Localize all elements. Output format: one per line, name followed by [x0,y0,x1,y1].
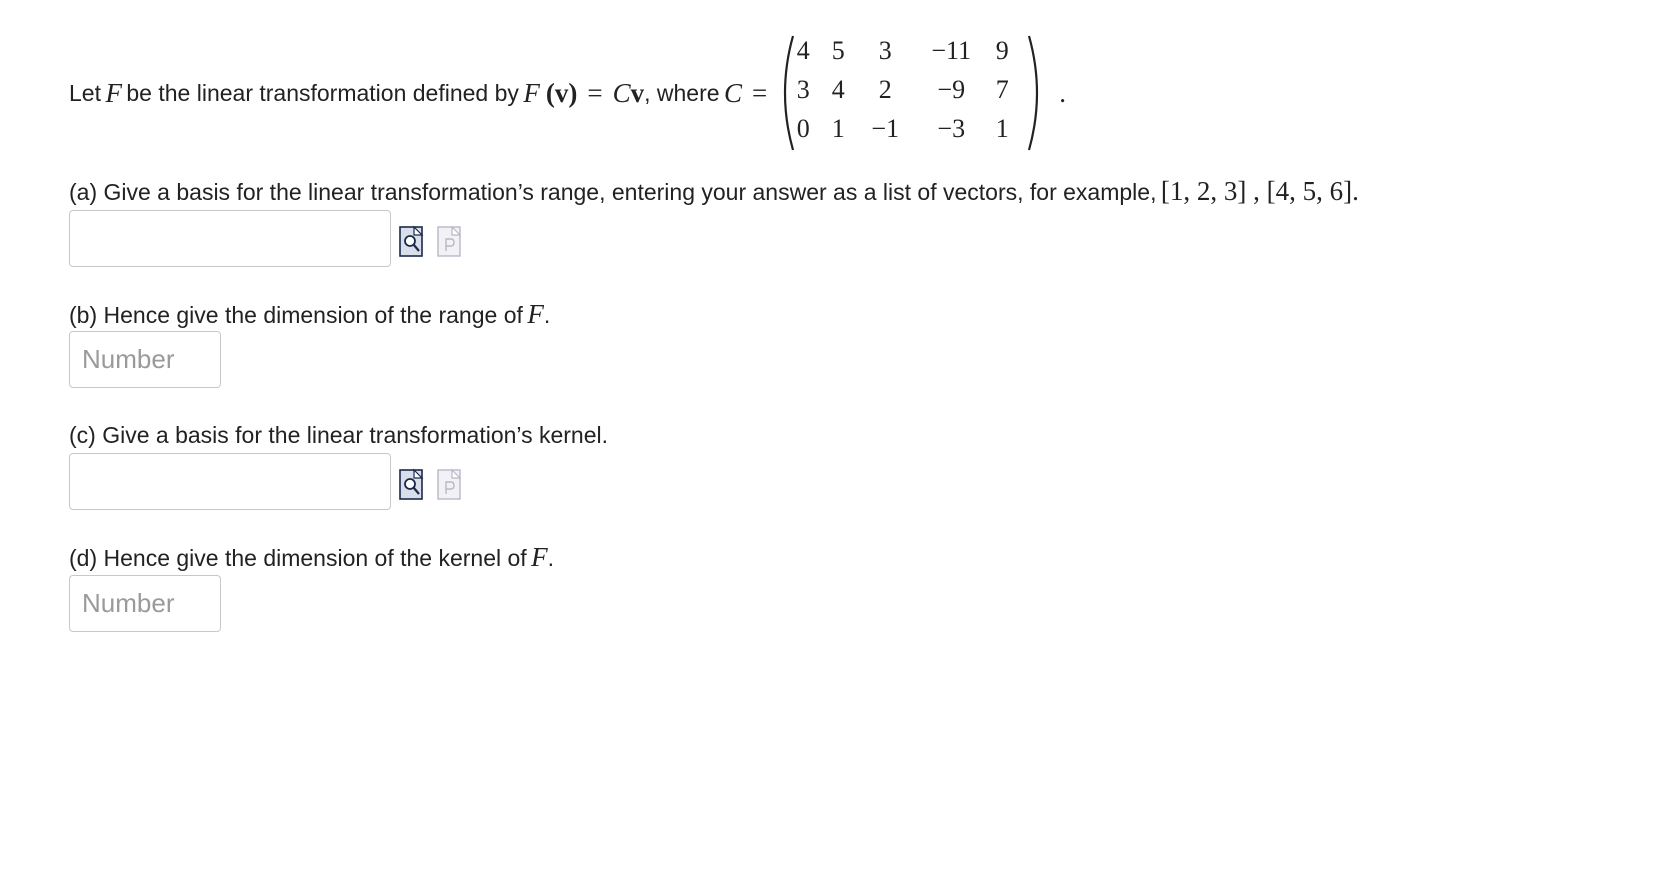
question-d [69,542,554,573]
question-d-period: . [547,545,555,571]
matrix-cell: −9 [937,75,966,104]
matrix-cell: 4 [796,36,810,65]
question-a [69,176,1359,207]
func-arg: (v) [545,77,578,108]
question-c-text: (c) Give a basis for the linear transformation’s kernel. [69,422,609,448]
problem-statement [69,36,1066,143]
matrix-cell: 1 [831,114,845,143]
question-c [69,422,608,449]
syntax-help-icon[interactable] [437,224,463,258]
question-a-text: (a) Give a basis for the linear transformation’s range, entering your answer as a list of vectors, for example, [69,179,1157,205]
intro-period: . [1059,77,1066,108]
preview-icon[interactable] [399,467,425,501]
matrix-cell: 0 [796,114,810,143]
range-dimension-input[interactable] [69,331,221,388]
question-d-text: (d) Hence give the dimension of the kernel of [69,545,527,571]
matrix-cell: −11 [931,36,972,65]
question-b [69,299,550,330]
question-a-example: [1, 2, 3] , [4, 5, 6] [1160,176,1353,206]
matrix-cell: 9 [995,36,1009,65]
var-v: v [630,77,645,108]
matrix-cell: 5 [831,36,845,65]
intro-text: be the linear transformation defined by [126,79,519,106]
kernel-dimension-input[interactable] [69,575,221,632]
range-basis-input[interactable] [69,210,391,267]
right-paren [1025,34,1047,152]
matrix-cell: 1 [995,114,1009,143]
kernel-basis-input[interactable] [69,453,391,510]
matrix-cell: −1 [871,114,900,143]
question-b-text: (b) Hence give the dimension of the range of [69,302,523,328]
question-a-period: . [1352,176,1359,206]
matrix-cell: 3 [796,75,810,104]
question-b-var: F [527,299,544,329]
question-b-period: . [543,302,551,328]
matrix-cell: 4 [831,75,845,104]
func-F: F [523,77,540,108]
var-F: F [105,77,122,108]
intro-where: , where [644,79,720,106]
equals-sign: = [587,77,603,108]
matrix-cell: 3 [878,36,892,65]
equals-sign-2: = [752,77,768,108]
matrix-cell: −3 [937,114,966,143]
matrix-cell: 7 [995,75,1009,104]
var-C-def: C [724,77,743,108]
left-paren [775,34,797,152]
question-d-var: F [531,542,548,572]
var-C: C [612,77,631,108]
syntax-help-icon[interactable] [437,467,463,501]
matrix-cell: 2 [878,75,892,104]
matrix-C [775,34,1047,152]
intro-let: Let [69,79,101,106]
preview-icon[interactable] [399,224,425,258]
